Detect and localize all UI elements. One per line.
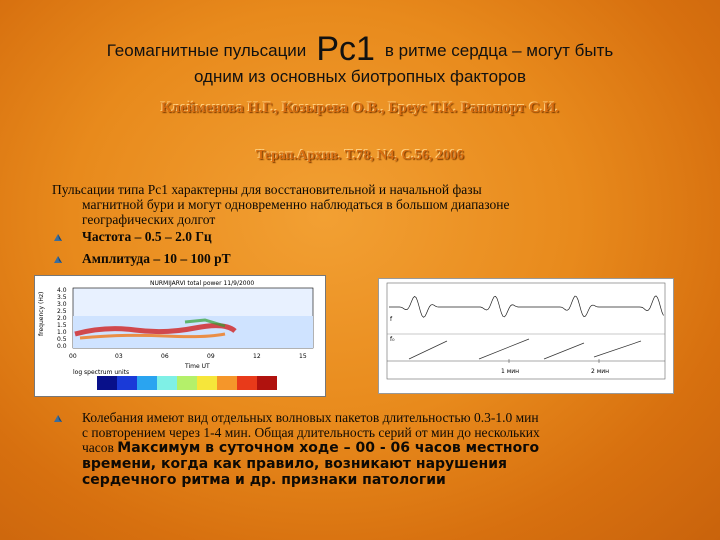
intro-line2: магнитной бури и могут одновременно наблюдаться в большом диапазоне <box>82 197 510 212</box>
desc-line5: сердечного ритма и др. признаки патологии <box>82 472 446 488</box>
fig1-ytick: 0.5 <box>57 336 67 343</box>
title-part2: в ритме сердца – могут быть <box>384 41 614 60</box>
fig1-xtick: 00 <box>69 353 77 360</box>
bullet-frequency: Частота – 0.5 – 2.0 Гц <box>52 229 212 245</box>
journal-reference: Терап.Архив. Т.78, N4, С.56, 2006 <box>256 148 464 163</box>
desc-line4: времени, когда как правило, возникают нарушения <box>82 456 507 472</box>
desc-line3-small: часов <box>82 440 114 455</box>
fig1-ytick: 1.0 <box>57 329 67 336</box>
fig1-ytick: 2.5 <box>57 308 67 315</box>
spectrogram-figure <box>34 275 326 397</box>
waveform-figure <box>378 278 674 394</box>
fig1-ytick: 3.0 <box>57 301 67 308</box>
title-part1: Геомагнитные пульсации <box>106 41 307 60</box>
fig1-ylabel: frequency (Hz) <box>38 291 45 336</box>
fig1-ytick: 4.0 <box>57 287 67 294</box>
authors: Клейменова Н.Г., Козырева О.В., Бреус Т.К. Рапопорт С.И. <box>160 100 560 116</box>
fig1-ytick: 3.5 <box>57 294 67 301</box>
intro-line3: географических долгот <box>82 212 216 227</box>
fig1-xlabel: Time UT <box>185 363 210 370</box>
fig1-ytick: 2.0 <box>57 315 67 322</box>
fig2-label-f: f <box>390 316 393 323</box>
colorbar <box>97 376 277 390</box>
desc-line3-big: Максимум в суточном ходе – 00 - 06 часов местного <box>117 440 540 456</box>
description-paragraph <box>52 410 692 488</box>
fig2-label-f0: f₀ <box>390 336 395 343</box>
desc-line1: Колебания имеют вид отдельных волновых пакетов длительностью 0.3-1.0 мин <box>82 410 539 425</box>
bullet-icon <box>52 412 64 424</box>
bullet-amplitude: Амплитуда – 10 – 100 рТ <box>52 251 231 267</box>
fig1-xtick: 12 <box>253 353 261 360</box>
fig1-header: NURMIJARVI total power 11/9/2000 <box>150 280 255 287</box>
fig1-xtick: 15 <box>299 353 307 360</box>
title-line2: одним из основных биотропных факторов <box>193 67 527 86</box>
intro-line1: Пульсации типа Рс1 характерны для восстановительной и начальной фазы <box>52 182 482 197</box>
intro-paragraph <box>52 182 672 227</box>
fig1-ytick: 1.5 <box>57 322 67 329</box>
title-pc1: Рс1 <box>316 30 375 68</box>
fig1-ytick: 0.0 <box>57 343 67 350</box>
bullet-icon <box>52 231 64 243</box>
fig1-xtick: 03 <box>115 353 123 360</box>
fig1-scale-label: log spectrum units <box>73 369 130 376</box>
fig1-xtick: 06 <box>161 353 169 360</box>
fig2-tick1: 1 мин <box>501 368 520 375</box>
bullet-icon <box>52 253 64 265</box>
desc-line2: с повторением через 1-4 мин. Общая длительность серий от мин до нескольких <box>82 425 540 440</box>
fig1-xtick: 09 <box>207 353 215 360</box>
fig2-tick2: 2 мин <box>591 368 610 375</box>
slide-title <box>0 30 720 87</box>
